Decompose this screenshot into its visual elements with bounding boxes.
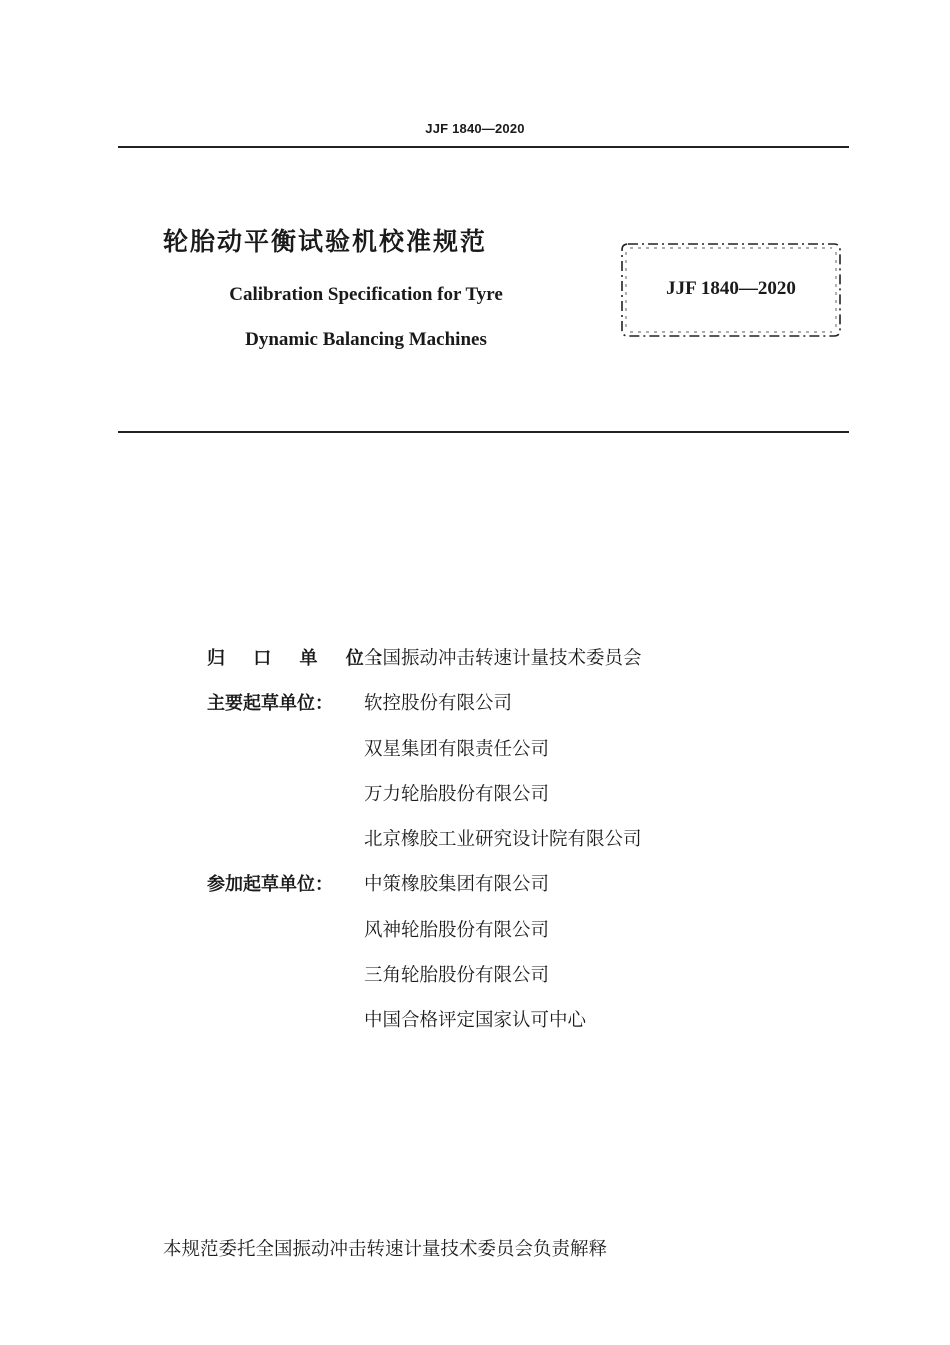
interpretation-note: 本规范委托全国振动冲击转速计量技术委员会负责解释: [163, 1239, 608, 1260]
title-english-line1: Calibration Specification for Tyre: [229, 284, 503, 305]
header-divider: [118, 146, 849, 148]
responsible-unit-label: 归 口 单 位：: [207, 648, 404, 669]
participating-drafting-label: 参加起草单位：: [207, 874, 333, 896]
main-drafting-unit: 万力轮胎股份有限公司: [364, 783, 550, 805]
main-drafting-unit: 北京橡胶工业研究设计院有限公司: [364, 829, 642, 851]
participating-drafting-unit: 中策橡胶集团有限公司: [364, 874, 550, 896]
title-english-line2: Dynamic Balancing Machines: [245, 329, 487, 350]
title-chinese: 轮胎动平衡试验机校准规范: [163, 227, 488, 256]
title-divider: [118, 431, 849, 433]
header-standard-code: JJF 1840—2020: [425, 121, 525, 136]
responsible-unit-value: 全国振动冲击转速计量技术委员会: [364, 648, 642, 669]
main-drafting-unit: 软控股份有限公司: [364, 693, 513, 715]
main-drafting-label: 主要起草单位：: [207, 693, 333, 715]
standard-code-box-text: JJF 1840—2020: [666, 278, 796, 299]
participating-drafting-unit: 风神轮胎股份有限公司: [364, 919, 550, 941]
participating-drafting-unit: 中国合格评定国家认可中心: [364, 1010, 587, 1032]
participating-drafting-unit: 三角轮胎股份有限公司: [364, 965, 550, 987]
main-drafting-unit: 双星集团有限责任公司: [364, 738, 550, 760]
standard-code-box: [620, 240, 842, 340]
